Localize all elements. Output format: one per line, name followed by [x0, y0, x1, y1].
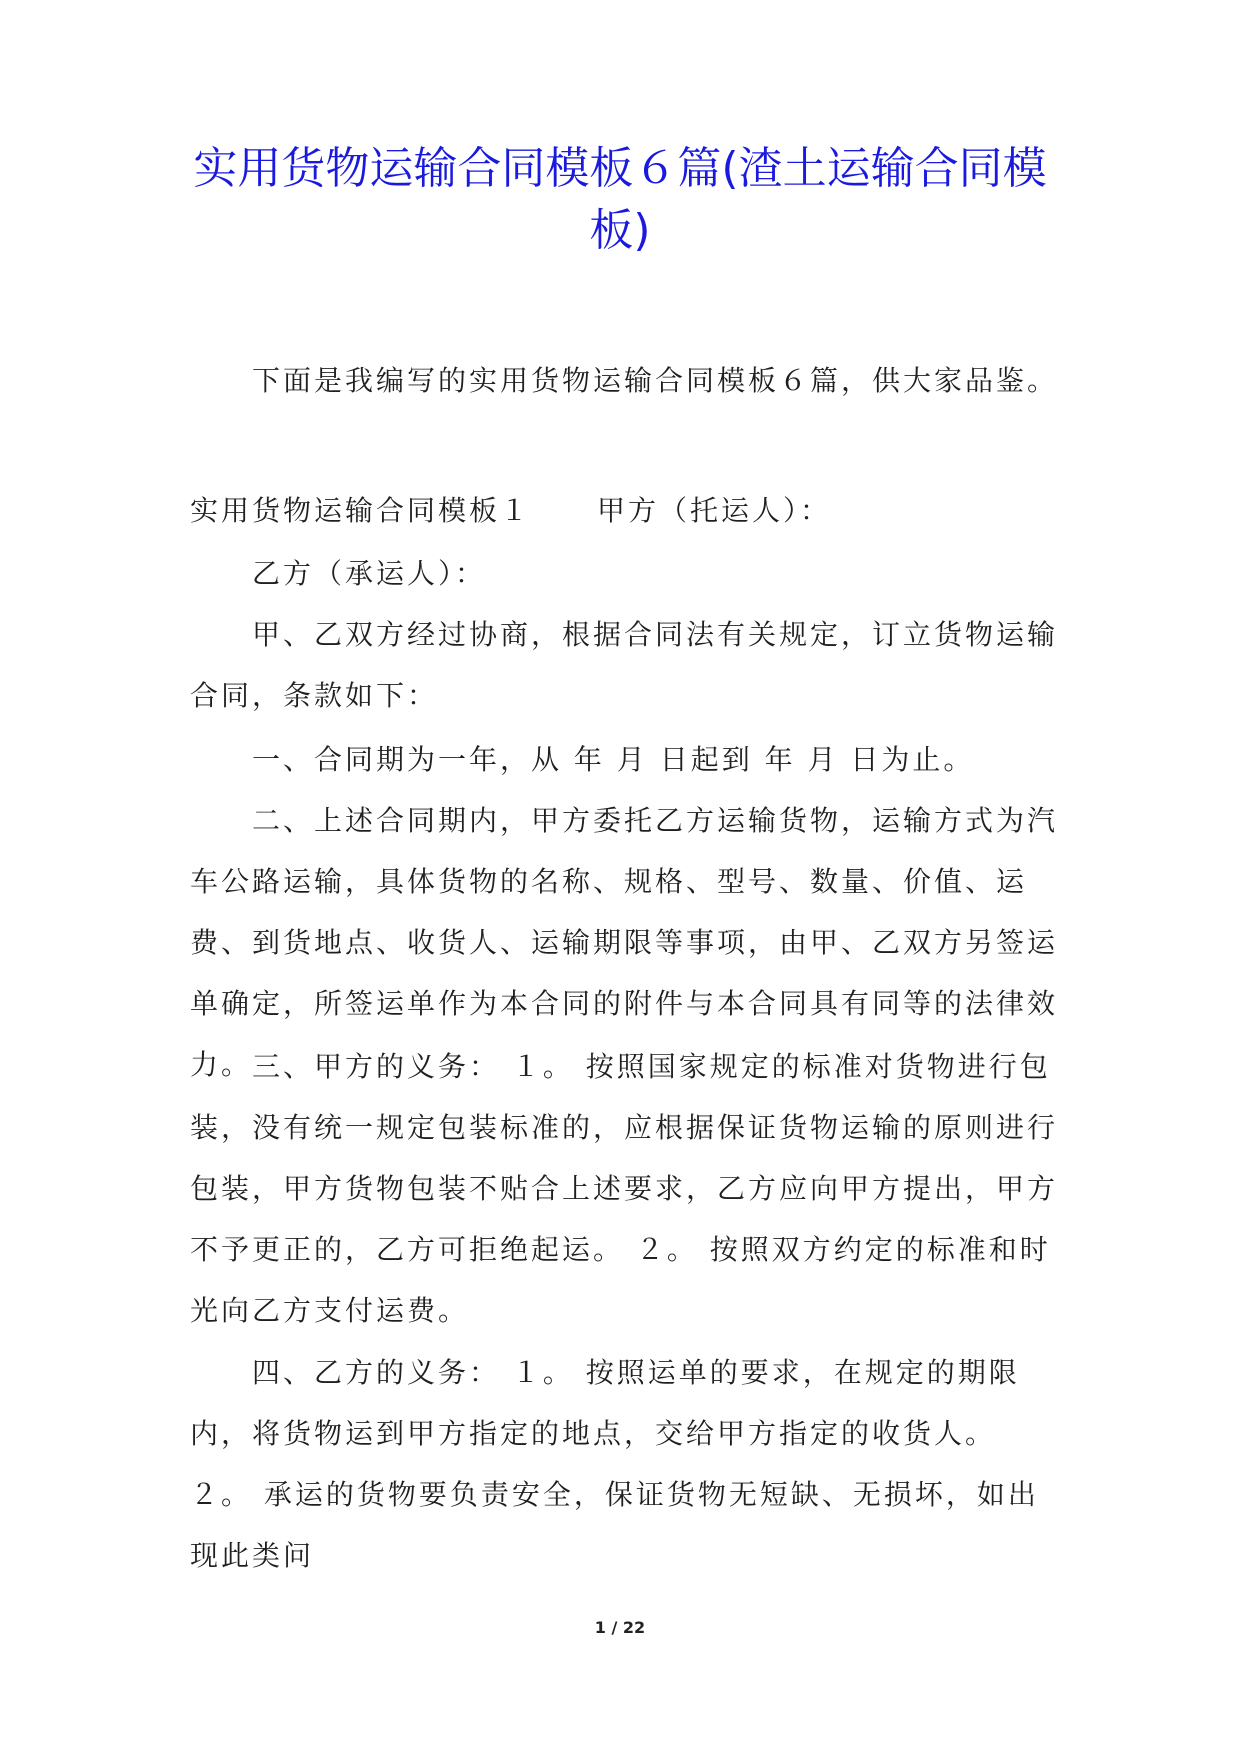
intro-paragraph: 下面是我编写的实用货物运输合同模板６篇，供大家品鉴。 [252, 364, 1059, 397]
party-a-label: 甲方（托运人）： [597, 494, 832, 527]
page-number: 1 / 22 [594, 1618, 646, 1637]
paragraph-party-b-duties: 四、乙方的义务： １。 按照运单的要求，在规定的期限内，将货物运到甲方指定的地点，交给甲方指定的收货人。 ２。 承运的货物要负责安全，保证货物无短缺、无损坏，如出现此类问 [190, 1356, 1039, 1572]
paragraph-term: 一、合同期为一年，从 年 月 日起到 年 月 日为止。 [252, 743, 975, 776]
paragraph-agreement: 甲、乙双方经过协商，根据合同法有关规定，订立货物运输合同，条款如下： [190, 618, 1059, 712]
paragraph-scope: 二、上述合同期内，甲方委托乙方运输货物，运输方式为汽车公路运输，具体货物的名称、规格、型号、数量、价值、运费、到货地点、收货人、运输期限等事项，由甲、乙双方另签运单确定，所签运单作为本合同的附件与本合同具有同等的法律效力。 [190, 804, 1059, 1081]
party-b-label: 乙方（承运人）： [252, 557, 487, 590]
paragraph-party-a-duties: 三、甲方的义务： １。 按照国家规定的标准对货物进行包装，没有统一规定包装标准的，应根据保证货物运输的原则进行包装，甲方货物包装不贴合上述要求，乙方应向甲方提出，甲方不予更正的，乙方可拒绝起运。 ２。 按照双方约定的标准和时光向乙方支付运费。 [190, 1050, 1059, 1327]
section-heading-line [190, 480, 1058, 541]
section-heading: 实用货物运输合同模板１ [190, 494, 532, 527]
document-title: 实用货物运输合同模板６篇(渣土运输合同模板) [193, 143, 1047, 256]
